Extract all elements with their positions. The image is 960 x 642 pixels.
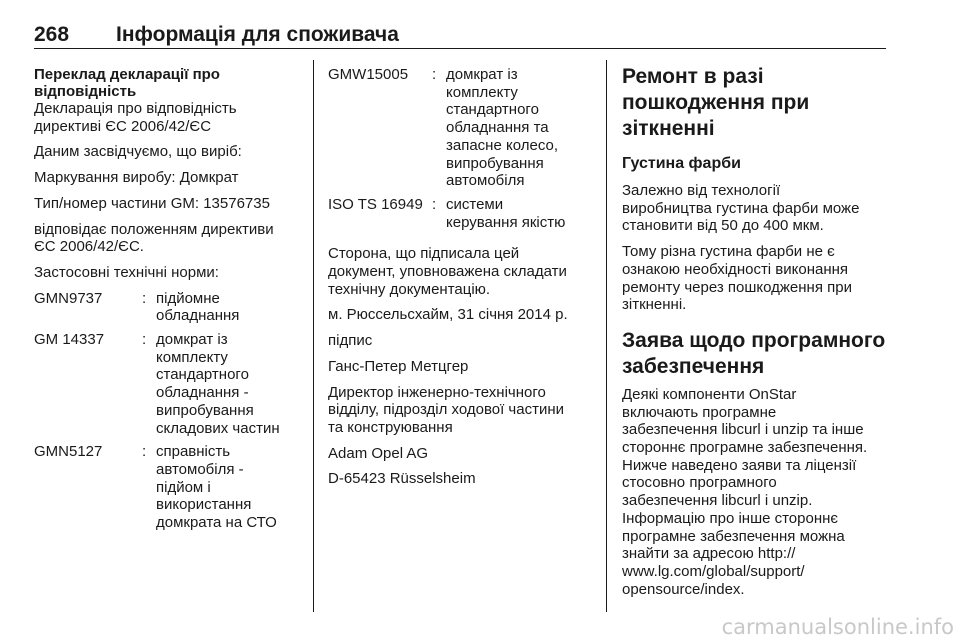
company-name: Adam Opel AG bbox=[328, 444, 429, 462]
norm-colon: : bbox=[142, 443, 147, 461]
norm-colon: : bbox=[432, 66, 437, 83]
software-text: Деякі компоненти OnStar включають програмне забезпечення libcurl і unzip та інше стороннє програмне забезпечення. Нижче наведено заяви та ліцензії стосовно програмного забезпечення libcurl і unzip. Інформацію про інше стороннє програмне забезпечення можна знайти за адресою http:// www.lg.com/global/support/ opensource/index. bbox=[622, 385, 868, 598]
norm-description: справність автомобіля - підйом і використання домкрата на СТО bbox=[156, 443, 277, 532]
signer-name: Ганс-Петер Метцгер bbox=[328, 357, 469, 375]
confirm-text: Даним засвідчуємо, що виріб: bbox=[34, 143, 242, 161]
company-address: D-65423 Rüsselsheim bbox=[328, 470, 476, 488]
norm-code: GMW15005 bbox=[328, 66, 409, 83]
norm-colon: : bbox=[142, 289, 147, 307]
norm-code: ISO TS 16949 bbox=[328, 195, 423, 213]
declaration-heading: Переклад декларації про відповідність bbox=[34, 66, 220, 100]
norms-list-2 bbox=[328, 66, 590, 231]
software-heading: Заява щодо програмного забезпечення bbox=[622, 328, 886, 378]
paint-text-2: Тому різна густина фарби не є ознакою необхідності виконання ремонту через пошкодження при зіткненні. bbox=[622, 243, 852, 314]
compliance-text: відповідає положенням директиви ЄС 2006/42/ЄС. bbox=[34, 220, 274, 256]
norm-colon: : bbox=[142, 331, 147, 349]
norm-code: GM 14337 bbox=[34, 331, 105, 349]
column-1 bbox=[34, 66, 296, 538]
place-date: м. Рюссельсхайм, 31 січня 2014 р. bbox=[328, 306, 568, 324]
norm-colon: : bbox=[432, 195, 437, 213]
norm-row bbox=[34, 290, 296, 325]
page-number: 268 bbox=[34, 23, 70, 46]
page-header bbox=[34, 22, 886, 52]
norm-row bbox=[328, 196, 590, 231]
watermark: carmanualsonline.info bbox=[721, 615, 954, 639]
section-title: Інформація для споживача bbox=[116, 23, 399, 46]
norm-code: GMN5127 bbox=[34, 443, 103, 461]
norm-description: домкрат із комплекту стандартного обладнання - випробування складових частин bbox=[156, 331, 280, 437]
column-divider-2 bbox=[606, 60, 607, 612]
norms-list-1 bbox=[34, 290, 296, 532]
signer-position: Директор інженерно-технічного відділу, підрозділ ходової частини та конструювання bbox=[328, 383, 564, 436]
signature-label: підпис bbox=[328, 332, 373, 350]
column-divider-1 bbox=[313, 60, 314, 612]
norm-row bbox=[34, 443, 296, 532]
norm-description: системи керування якістю bbox=[446, 195, 566, 231]
repair-heading: Ремонт в разі пошкодження при зіткненні bbox=[622, 65, 810, 140]
norm-description: підйомне обладнання bbox=[156, 289, 240, 325]
column-2 bbox=[328, 66, 590, 488]
part-number: Тип/номер частини GM: 13576735 bbox=[34, 194, 270, 212]
header-rule bbox=[34, 48, 886, 49]
column-3 bbox=[622, 64, 892, 598]
paint-text-1: Залежно від технології виробництва густина фарби може становити від 50 до 400 мкм. bbox=[622, 182, 860, 235]
product-label: Маркування виробу: Домкрат bbox=[34, 169, 239, 187]
paint-heading: Густина фарби bbox=[622, 155, 741, 172]
declaration-title: Декларація про відповідність директиві ЄС 2006/42/ЄС bbox=[34, 100, 237, 135]
norms-label: Застосовні технічні норми: bbox=[34, 263, 219, 281]
signatory-text: Сторона, що підписала цей документ, уповноважена складати технічну документацію. bbox=[328, 245, 567, 298]
norm-description: домкрат із комплекту стандартного обладнання та запасне колесо, випробування автомобіля bbox=[446, 66, 558, 190]
norm-row bbox=[328, 66, 590, 190]
norm-row bbox=[34, 331, 296, 437]
norm-code: GMN9737 bbox=[34, 289, 103, 307]
